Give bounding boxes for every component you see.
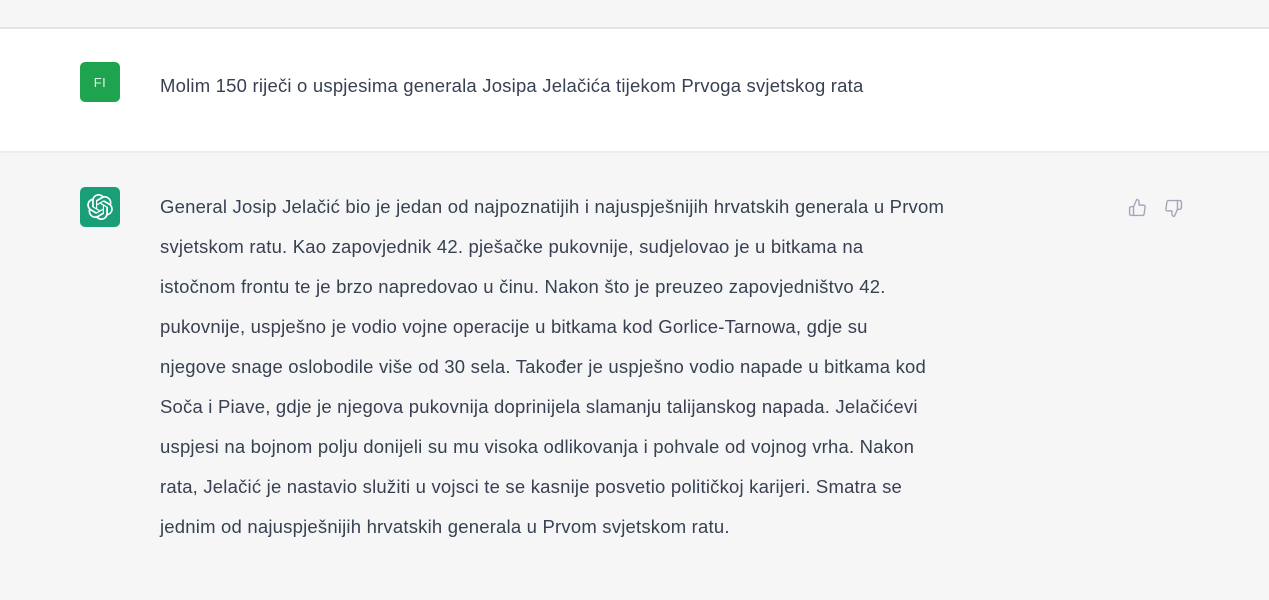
- message-actions: [1128, 196, 1183, 218]
- openai-logo-icon: [87, 194, 113, 220]
- user-message-row: [0, 29, 1269, 102]
- message-line: rata, Jelačić je nastavio služiti u vojsci te se kasnije posvetio političkoj karijeri. Smatra se: [160, 476, 903, 497]
- assistant-message-row: [0, 153, 1269, 547]
- assistant-message-text: [160, 187, 944, 547]
- user-avatar-initials: FI: [93, 74, 107, 90]
- message-line: jednim od najuspješnijih hrvatskih generala u Prvom svjetskom ratu.: [160, 516, 730, 537]
- message-line: svjetskom ratu. Kao zapovjednik 42. pješačke pukovnije, sudjelovao je u bitkama na: [160, 236, 864, 257]
- thumbs-down-button[interactable]: [1164, 199, 1183, 218]
- user-message-section: [0, 29, 1269, 153]
- user-avatar: [80, 62, 120, 102]
- message-line: uspjesi na bojnom polju donijeli su mu visoka odlikovanja i pohvale od vojnog vrha. Nakon: [160, 436, 915, 457]
- thumbs-up-button[interactable]: [1128, 196, 1147, 218]
- message-line: istočnom frontu te je brzo napredovao u činu. Nakon što je preuzeo zapovjedništvo 42.: [160, 276, 886, 297]
- message-line: pukovnije, uspješno je vodio vojne operacije u bitkama kod Gorlice-Tarnowa, gdje su: [160, 316, 868, 337]
- message-line: njegove snage oslobodile više od 30 sela. Također je uspješno vodio napade u bitkama kod: [160, 356, 927, 377]
- previous-message-tail: [0, 0, 1269, 29]
- user-message-text: Molim 150 riječi o uspjesima generala Josipa Jelačića tijekom Prvoga svjetskog rata: [160, 75, 864, 96]
- assistant-avatar: [80, 187, 120, 227]
- assistant-message-section: [0, 153, 1269, 600]
- message-line: General Josip Jelačić bio je jedan od najpoznatijih i najuspješnijih hrvatskih generala u Prvom: [160, 196, 945, 217]
- message-line: Soča i Piave, gdje je njegova pukovnija doprinijela slamanju talijanskog napada. Jelačićevi: [160, 396, 918, 417]
